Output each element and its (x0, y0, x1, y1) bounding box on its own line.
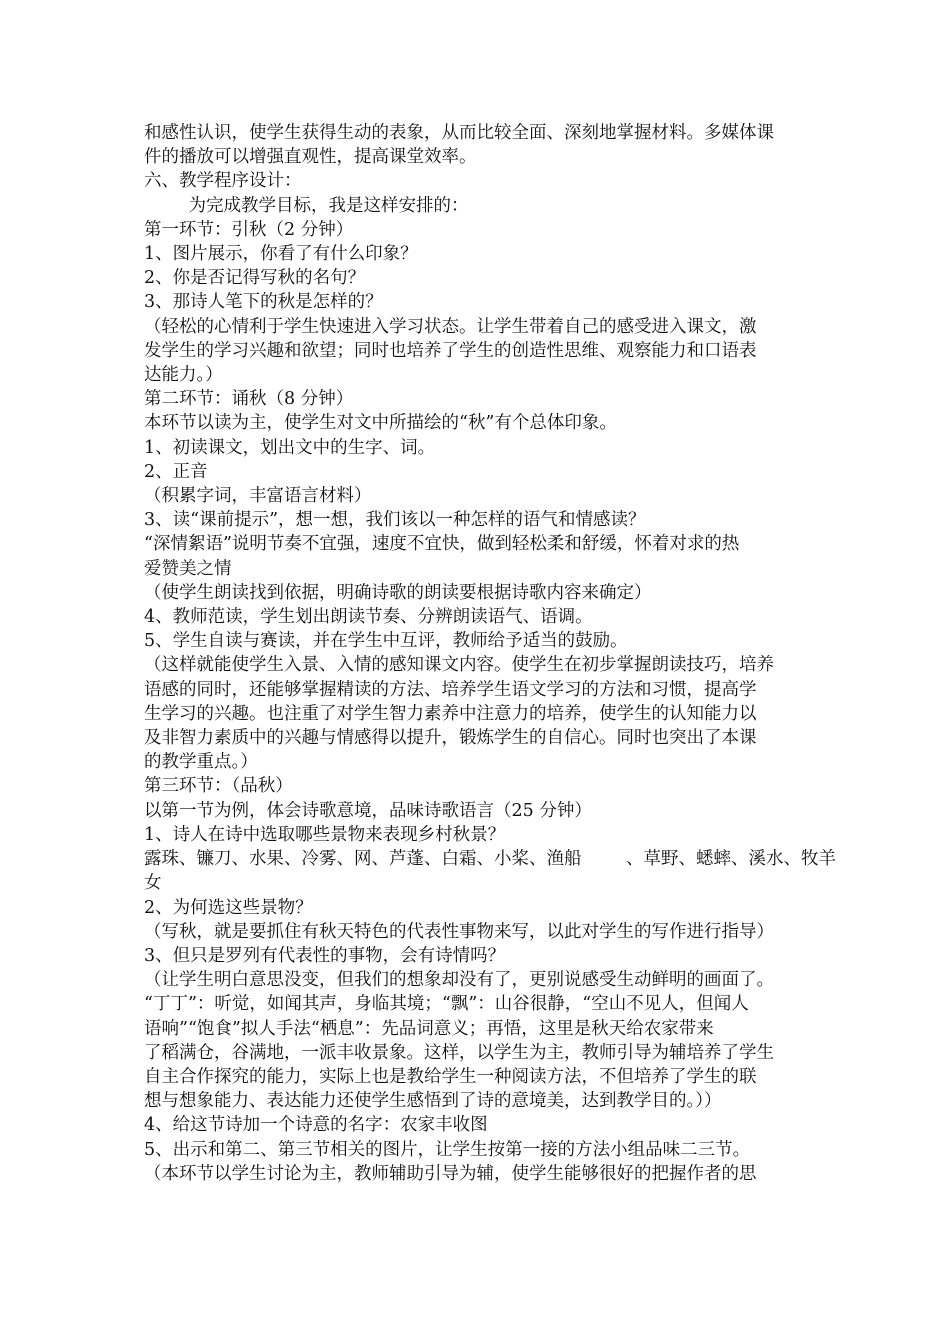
text-line: 件的播放可以增强直观性，提高课堂效率。 (144, 147, 477, 168)
text-line: 语感的同时，还能够掌握精读的方法、培养学生语文学习的方法和习惯，提高学 (144, 679, 757, 700)
text-line: 2、正音 (144, 461, 208, 482)
text-line: 5、出示和第二、第三节相关的图片，让学生按第一接的方法小组品味二三节。 (144, 1139, 751, 1160)
text-line: 和感性认识，使学生获得生动的表象，从而比较全面、深刻地掌握材料。多媒体课 (144, 123, 774, 143)
section-heading: 六、教学程序设计： (144, 171, 302, 192)
section-heading: 第二环节：诵秋（8 分钟） (144, 389, 354, 410)
text-line: 3、但只是罗列有代表性的事物，会有诗情吗？ (144, 945, 506, 966)
section-heading: 第一环节：引秋（2 分钟） (144, 219, 354, 240)
text-line: “丁丁”：听觉，如闻其声，身临其境；“飘”：山谷很静，“空山不见人，但闻人 (144, 994, 749, 1015)
text-line: 爱赞美之情 (144, 558, 232, 579)
text-line: 1、初读课文，划出文中的生字、词。 (144, 437, 436, 458)
text-line: 为完成教学目标，我是这样安排的： (144, 195, 469, 216)
text-line: 4、教师范读，学生划出朗读节奏、分辨朗读语气、语调。 (144, 607, 593, 628)
text-line: 达能力。） (144, 365, 223, 386)
text-line: 发学生的学习兴趣和欲望；同时也培养了学生的创造性思维、观察能力和口语表 (144, 340, 757, 361)
text-line: 1、诗人在诗中选取哪些景物来表现乡村秋景？ (144, 824, 506, 845)
text-line: 的教学重点。） (144, 752, 258, 773)
text-line: （轻松的心情利于学生快速进入学习状态。让学生带着自己的感受进入课文，激 (144, 316, 757, 337)
text-line: （这样就能使学生入景、入情的感知课文内容。使学生在初步掌握朗读技巧，培养 (144, 655, 774, 676)
text-line: “深情絮语”说明节奏不宜强，速度不宜快，做到轻松柔和舒缓，怀着对求的热 (144, 534, 740, 555)
text-line: 以第一节为例，体会诗歌意境，品味诗歌语言（25 分钟） (144, 800, 592, 821)
text-line: 想与想象能力、表达能力还使学生感悟到了诗的意境美，达到教学目的。）） (144, 1091, 722, 1112)
text-line: 了稻满仓，谷满地，一派丰收景象。这样，以学生为主，教师引导为辅培养了学生 (144, 1042, 774, 1063)
text-line: 本环节以读为主，使学生对文中所描绘的“秋”有个总体印象。 (144, 413, 617, 434)
text-line: 语响”“饱食”拟人手法“栖息”：先品词意义；再悟，这里是秋天给农家带来 (144, 1018, 714, 1039)
text-line: 2、你是否记得写秋的名句？ (144, 268, 366, 289)
text-line: （让学生明白意思没变，但我们的想象却没有了，更别说感受生动鲜明的画面了。 (144, 970, 774, 991)
text-line: （本环节以学生讨论为主，教师辅助引导为辅，使学生能够很好的把握作者的思 (144, 1163, 757, 1184)
text-line: （写秋，就是要抓住有秋天特色的代表性事物来写，以此对学生的写作进行指导） (144, 921, 774, 942)
text-line: 3、那诗人笔下的秋是怎样的？ (144, 292, 383, 313)
document-body (144, 121, 836, 1186)
text-line: 5、学生自读与赛读，并在学生中互评，教师给予适当的鼓励。 (144, 631, 628, 652)
text-line: 及非智力素质中的兴趣与情感得以提升，锻炼学生的自信心。同时也突出了本课 (144, 728, 757, 749)
text-line: 2、为何选这些景物？ (144, 897, 313, 918)
text-line: 生学习的兴趣。也注重了对学生智力素养中注意力的培养，使学生的认知能力以 (144, 703, 757, 724)
text-line: （积累字词，丰富语言材料） (144, 486, 372, 507)
text-line: 露珠、镰刀、水果、冷雾、网、芦蓬、白霜、小桨、渔船 、草野、蟋蟀、溪水、牧羊 (144, 849, 836, 870)
text-line: 女 (144, 873, 162, 894)
text-line: 3、读“课前提示”，想一想，我们该以一种怎样的语气和情感读？ (144, 510, 646, 531)
text-line: （使学生朗读找到依据，明确诗歌的朗读要根据诗歌内容来确定） (144, 582, 652, 603)
section-heading: 第三环节：（品秋） (144, 776, 293, 797)
text-line: 自主合作探究的能力，实际上也是教给学生一种阅读方法，不但培养了学生的联 (144, 1066, 757, 1087)
text-line: 4、给这节诗加一个诗意的名字：农家丰收图 (144, 1115, 488, 1136)
text-line: 1、图片展示，你看了有什么印象？ (144, 244, 418, 265)
